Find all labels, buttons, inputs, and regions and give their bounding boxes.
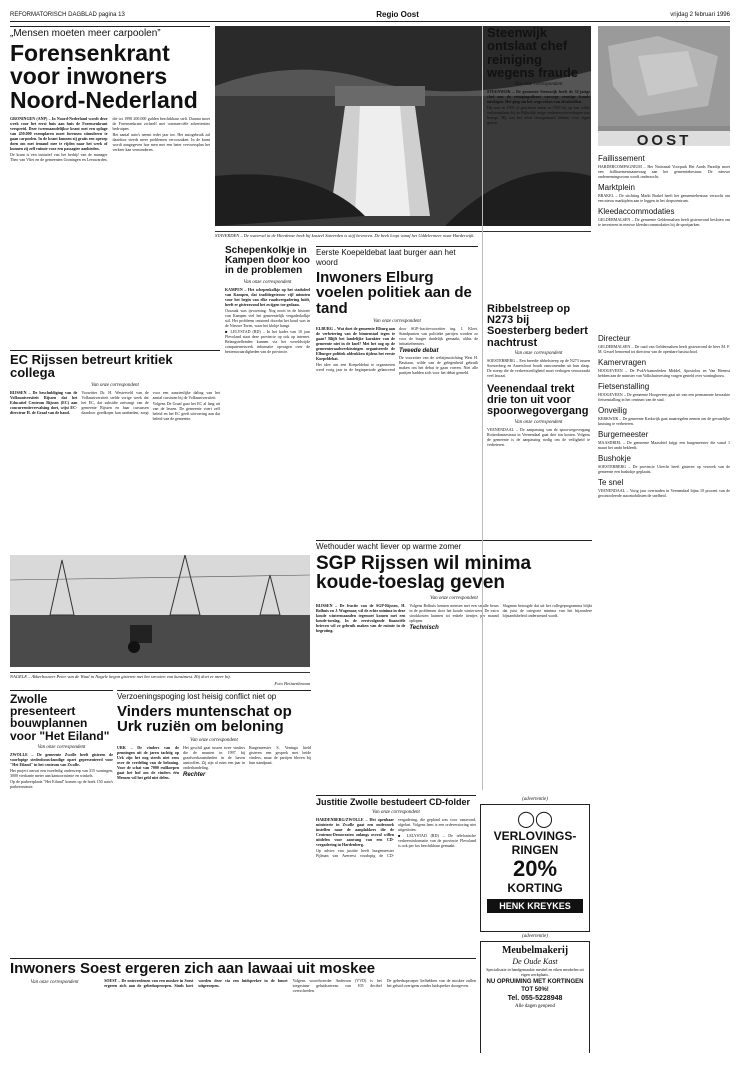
sidebar-item-title: Directeur xyxy=(598,334,631,343)
ad-hours: Alle dagen geopend xyxy=(515,1004,555,1009)
article-subhead: Technisch xyxy=(409,624,439,631)
article-lead: STEENWIJK – De gemeente Steenwijk heeft de 52-jarige chef van de reinigingsdienst vanwege ernstige fraude ontslagen. Het ging om het wegwerken van afvalstoffen. xyxy=(487,89,590,104)
masthead xyxy=(10,8,730,22)
masthead-section: Regio Oost xyxy=(376,10,419,19)
ad-sale: NU OPRUIMING MET KORTINGEN TOT 50%! xyxy=(486,979,584,993)
article-headline: Forensenkrant voor inwoners Noord-Nederland xyxy=(10,40,198,113)
article-body: Volgens Bolhuis kennen mensen met een smalle beurs in de problemen door het koude winterweer. De extra stookkosten kunnen tot enkele tientjes per maand oplopen. xyxy=(409,602,499,623)
sidebar-item-title: Kleedaccommodaties xyxy=(598,207,675,216)
sidebar-item-text: HOOGEVEEN – De gemeente Hoogeveen gaat uit van een permanente bewaakte fietsenstalling in het centrum van de stad. xyxy=(598,392,730,402)
sidebar-item-text: HOOGEVEEN – De PvdA-kamerleden Middel, Apostolou en Van Heemst hebben aan de minister van Volkshuisvesting vragen gesteld over woningbouw. xyxy=(598,368,730,378)
ad-verlovingsringen[interactable] xyxy=(480,804,590,932)
article-ec-rijssen xyxy=(10,350,220,550)
sidebar-item-title: Fietsenstalling xyxy=(598,382,650,391)
article-headline: Inwoners Soest ergeren zich aan lawaai uit moskee xyxy=(10,960,376,977)
field-image xyxy=(10,555,310,667)
article-lead: ZWOLLE – De gemeente Zwolle heeft gisteren de voorlopige stedenbouwkundige opzet gepresenteerd voor "Het Eiland" in het centrum van Zwolle. xyxy=(10,751,113,767)
ad-label: (advertentie) xyxy=(522,797,548,802)
article-byline: Van onze correspondent xyxy=(373,318,421,324)
article-subhead: Tweede debat xyxy=(399,347,439,354)
article-headline: Steenwijk ontslaat chef reiniging wegens fraude xyxy=(487,26,579,80)
article-lead: GRONINGEN (ANP) – In Noord-Nederland wordt deze week voor het eerst huis aan huis de Forensenkrant verspreid. Deze tweemaandelijkse krant met een oplage van 450.000 exemplaren moet forensen stimuleren te gaan carpoolen. In de krant kunnen zij gratis een oproep doen om met iemand mee te rijden naar het werk of kunnen zij zelf ruimte voor een passagier aanbieden. xyxy=(10,116,108,152)
article-lead: RIJSSEN – De fractie van de SGP-Rijssen, H. Bolhuis en J. Wagenaar, wil de echte minima in deze koude wintermaanden tegemoet komen met een koude-toeslag. In de eerstvolgende financiële brieven wil ze gebruik maken van de ruimte in de begroting. xyxy=(316,602,406,633)
article-lead: HARDENBERG/ZWOLLE – Het openbaar ministerie in Zwolle gaat een onderzoek instellen naar de aanplakkers die de Centrum-Democraten onlangs overal willen uitdelen voor aanvang van een CD-vergadering in Hardenberg. xyxy=(316,817,394,847)
masthead-left: REFORMATORISCH DAGBLAD pagina 13 xyxy=(10,11,125,18)
article-body: Oorzaak was ijsvorming. Nog nooit in de historie van Kampen viel het gemeentelijk vergaderkolkje stil. Het probleem ontstond doordat het koud was in de Nieuwe Toren, waar het klokje hangt. xyxy=(225,307,310,328)
article-elburg xyxy=(316,246,478,536)
article-justitie-zwolle xyxy=(316,795,476,955)
sidebar-item-text: VEENENDAAL – Vorig jaar overtraden in Veenendaal bijna 10 procent van de gecontroleerde automobilisten de snelheid. xyxy=(598,488,730,498)
ad-headline: RINGEN xyxy=(511,843,559,857)
article-body: Burgemeester S. Veninga hield gisteren een gesprek met beide vinders, maar de partijen bleven bij hun standpunt. xyxy=(249,744,311,765)
sidebar-item-title: Onveilig xyxy=(598,406,627,415)
article-headline: Schepenkolkje in Kampen door koo in de problemen xyxy=(225,246,310,277)
ad-column xyxy=(480,795,590,1053)
ad-title: Meubelmakerij xyxy=(501,945,569,956)
article-subhead: Rechter xyxy=(183,771,206,778)
sidebar-item-text: GELDERMALSEN – De raad van Geldermalsen heeft gisteravond de heer M. F. M. Gessel benoemd tot directeur van de openbare basisschool. xyxy=(598,344,730,354)
article-soest xyxy=(10,958,476,1058)
ad-label: (advertentie) xyxy=(522,934,548,939)
article-headline: Veenendaal trekt drie ton uit voor spoorwegovergang xyxy=(487,382,589,418)
ad-ring-icon: ◯◯ xyxy=(517,811,553,828)
article-body: Hij was in 1993 al geschorst nadat in 1995 hij op een wilde vuilstortplaats bij de Rijksdijk enige verkeersovertredingen was betrapt. Hij zou het afval doorgestuurd hebben voor eigen gewin. xyxy=(487,105,590,125)
article-body: Op de parkeerplaats "Het Eiland" komen op de hoek 150 auto's parkeerruimte. xyxy=(10,778,113,789)
article-body: Het aantal auto's neemt ieder jaar toe. Het autogebruik zal daardoor steeds meer problemen veroorzaken. In de krant wordt aangegeven hoe men met een beter vervoersplan het verkeer kan verminderen. xyxy=(112,132,210,153)
article-kicker: Wethouder wacht liever op warme zomer xyxy=(316,540,592,552)
article-body: Het idee om een Koepeldebat te organiseren werd vorig jaar in de beginperiode gelanceerd door SGP-fractievoorzitter ing. J. Kloet. Standpunten van politieke partijen worden zo voor de burger duidelijk gemaakt, aldus de initiatiefnemers. xyxy=(316,325,478,372)
ad-text: Specialisatie in handgemaakte meubel en eiken meubelen uit eigen werkplaats. xyxy=(486,967,584,977)
article-body: De gebedsoproeper liefhebben van de moskee zullen het geluid overigens zonder luidspreker doorgeven. xyxy=(386,978,476,989)
article-body: VEENENDAAL – De aanpassing van de spoorwegovergang Rotterdamsestraat in Veenendaal gaat drie ton kosten. Volgens de gemeente is de aanpassing nodig om de veiligheid te verbeteren. xyxy=(487,426,590,447)
sidebar-item-text: GELDERMALSEN – De gemeente Geldermalsen heeft gisteravond besloten om te investeren in nieuwe kleedaccommodaties bij de sportparken. xyxy=(598,217,730,227)
article-body: Het geschil gaat tussen twee vinders die de munten in 1997 bij graafwerkzaamheden in de haven aantroffen. Zij zijn al ruim een jaar in onderhandeling. xyxy=(183,744,245,770)
article-forensenkrant xyxy=(10,26,210,346)
article-lead: URK – De vinders van de penningen uit de jaren tachtig op Urk zijn het nog steeds niet eens over de verdeling van de beloning. Voor de schat van 7000 ruilkoepen gaat het hof om de vinders één Mensen wil het geld niet delen. xyxy=(117,744,179,780)
sidebar-item-title: Faillissement xyxy=(598,154,645,163)
article-body: ■ LELYSTAD (RD) – In het kader van 10 jaar Flevoland staat deze provincie op ook op internet. Belangstellenden kunnen via het wereldwijde computernetwerk informatie opvragen over de bezienswaardigheden van de provincie. xyxy=(225,328,310,354)
sidebar-item-title: Burgemeester xyxy=(598,430,649,439)
sidebar-item-text: SOESTERBERG – De provincie Utrecht heeft gisteren op verzoek van de gemeente een bushokje geplaatst. xyxy=(598,464,730,474)
article-byline: Van onze correspondent xyxy=(514,350,563,356)
article-kicker: „Mensen moeten meer carpoolen” xyxy=(10,26,210,40)
article-schepenkolkje xyxy=(225,246,310,536)
article-byline: Van onze correspondent xyxy=(190,737,238,743)
sidebar-news-lower xyxy=(598,330,730,1058)
article-headline: Ribbelstreep op N273 bij Soesterberg bedert nachtrust xyxy=(487,303,588,349)
article-lead: SOEST – De ontevredenen van een moskee in Soest ergeren zich aan de gebedsoproepen. Sinds kort worden deze via een luidspreker in de buurt uitgeroepen. xyxy=(104,978,288,989)
article-lead: KAMPEN – Het schepenkolkje op het stadsdeel van Kampen, dat traditiegetrouw vijf minuten voor het begin van elke raadsvergadering luidt, heeft er gisteravond het zwijgen toe gedaan. xyxy=(225,286,310,307)
article-body: SOESTERBERG – Een breedte ribbelstreep op de N273 tussen Soesterberg en Amersfoort houdt omwonenden uit hun slaap. De streep die de verkeersveiligheid moet verhogen veroorzaakt veel lawaai. xyxy=(487,357,590,378)
article-byline: Van onze correspondent xyxy=(30,980,79,986)
oost-badge xyxy=(598,26,730,146)
article-body: Volgens woordvoerder Anderson (VVD) is het toegestane geluidsniveau van 105 decibel overschreden. xyxy=(292,978,382,994)
article-lead: ELBURG – Wat doet de gemeente Elburg aan de verbetering van de binnenstad tegen te gaan? Blijft het landelijke karakter van de gemeente niet in de knel? Met het oog op de gemeenteraadsverkiezingen organiseerde de Elburger politiek afdrukken tijdens het eerste Koepeldebat. xyxy=(316,325,395,361)
sidebar-item-text: MAASDRIEL – De gemeente Maasdriel krijgt een burgemeester die vanaf 1 maart het ambt bekleedt. xyxy=(598,440,730,450)
ad-headline: VERLOVINGS- xyxy=(493,829,577,843)
region-map-image xyxy=(598,26,730,126)
article-body: Op advies van justitie heeft burgemeester Pijlman van Avereest voorlopig de CD-vergadering, die gepland was voor vanavond, afgelast. Volgens hem is een ordeverstoring niet uitgesloten. xyxy=(316,817,476,858)
article-body: Slagman betoogde dat uit het collegeprogramma blijkt dat juist de categorie minima van het bijzondere bijstandsbeleid ondersteund wordt. xyxy=(502,602,592,618)
sidebar-item-title: Kamervragen xyxy=(598,358,647,367)
sidebar-item-title: Bushokje xyxy=(598,454,631,463)
sidebar-item-text: BRAKEL – De stichting Markt Brakel heeft het gemeentebestuur verzocht om een nieuw marktplein aan te leggen in het dorpscentrum. xyxy=(598,193,730,203)
article-body: De krant is een initiatief van het bedrijf van de manager Theo van Vliet en de gemeenten Groningen en Leeuwarden, die tot 1998 200.000 gulden beschikbaar stelt. Daarna moet de Forensenkrant zichzelf met commerciële advertenties bedruipen. xyxy=(10,116,210,163)
article-headline: Justitie Zwolle bestudeert CD-folder xyxy=(316,795,476,808)
oost-label: OOST xyxy=(598,131,730,146)
sidebar-articles xyxy=(482,300,590,790)
sidebar-item-text: HARDERCOMPAGNIUM – Het Nationaal Voorpark Het Aards Paradijs moet een faillissementsaanvraag aan het gemeentebestuur. De nieuwe ondernemingsvorm wordt onderzocht. xyxy=(598,164,730,179)
sidebar-item-title: Marktplein xyxy=(598,183,635,192)
ad-phone: Tel. 055-5228948 xyxy=(507,995,563,1002)
article-kicker: Eerste Koepeldebat laat burger aan het woord xyxy=(316,246,478,268)
article-byline: Van onze correspondent xyxy=(430,595,478,601)
masthead-date: vrijdag 2 februari 1996 xyxy=(670,11,730,18)
article-byline: Van onze correspondent xyxy=(243,279,292,285)
ad-meubelmakerij[interactable] xyxy=(480,941,590,1053)
photo-nagele xyxy=(10,555,310,685)
ad-percentage: 20% xyxy=(512,856,558,881)
article-headline: EC Rijssen betreurt kritiek collega xyxy=(10,352,173,381)
article-body: Het project omvat een tweeledig onderwerp van 315 woningen, 3000 vierkante meter aan kantoorruimte en winkels. xyxy=(10,767,113,778)
sidebar-item-title: Te snel xyxy=(598,478,624,487)
photo-caption: NAGELE – Akkerbouwer Peter van de Waal in Nagele begon gisteren met het strooien van kunstmest. Hij doet er meer bij. xyxy=(10,672,310,680)
article-body: Voorzitter Dr. H. Westerveld van de Volksuniversiteit stelde vorige week dat het EC, dat subsidie ontvangt van de gemeente Rijssen en haar cursussen daardoor goedkoper kan aanbieden, zorgt voor een aanzienlijke daling van het aantal cursisten bij de Volksuniversiteit. xyxy=(81,389,220,415)
article-zwolle xyxy=(10,690,113,950)
sidebar-item-text: KERKWIJK – De gemeente Kerkwijk gaat maatregelen nemen om de gevaarlijke kruising te verbeteren. xyxy=(598,416,730,426)
article-kicker: Verzoeningspoging lost heisig conflict niet op xyxy=(117,690,311,702)
article-byline: Van onze correspondent xyxy=(91,382,139,388)
article-headline: Inwoners Elburg voelen politiek aan de tand xyxy=(316,269,472,317)
article-lead: RIJSSEN – De beschuldiging van de Volksuniversiteit Rijssen dat het Educatief Centrum Rijssen (EC) aan concurrentievervalsing doet, wijst EC-directeur H. de Graaf van de hand. xyxy=(10,389,78,415)
article-byline: Van onze correspondent xyxy=(514,419,563,425)
article-body: ■ LELYSTAD (RD) – De telefonische verkeersinformatie van de provincie Flevoland is ook per fax beschikbaar gemaakt. xyxy=(398,833,476,848)
article-byline: Van onze correspondent xyxy=(37,744,86,750)
article-urk xyxy=(117,690,311,950)
ad-brand: HENK KREYKES xyxy=(487,899,583,913)
article-headline: SGP Rijssen wil minima koude-toeslag geven xyxy=(316,553,532,594)
article-byline: Van onze correspondent xyxy=(514,82,563,87)
ad-name: De Oude Kast xyxy=(512,957,558,966)
ad-korting: KORTING xyxy=(507,881,563,895)
article-headline: Vinders muntenschat op Urk ruziën om beloning xyxy=(117,703,292,736)
article-headline: Zwolle presenteert bouwplannen voor "Het Eiland" xyxy=(10,692,110,743)
article-body: De voorzitter van de welzijnsstichting West H. Bastiaan, wilde van de gelegenheid gebruik maken om het debat te gaan voeren. Niet alle partijen hadden zich voor het debat gemeld. xyxy=(399,354,478,375)
photo-caption: STAVERDEN – De waterval in de Hierdense beek bij kasteel Staverden is stijf bevroren. De beek loopt vanaf het Uddelermeer naar Harderwijk. xyxy=(215,231,591,239)
article-body: Volgens De Graaf gaat het EC al lang uit van de lessen. De gemeente voert zelf beleid en het EC geeft uitvoering aan dat beleid van de gemeente. xyxy=(152,400,220,421)
photo-credit: Foto Hetigenbraum xyxy=(274,680,310,685)
article-byline: Van onze correspondent xyxy=(372,810,420,815)
